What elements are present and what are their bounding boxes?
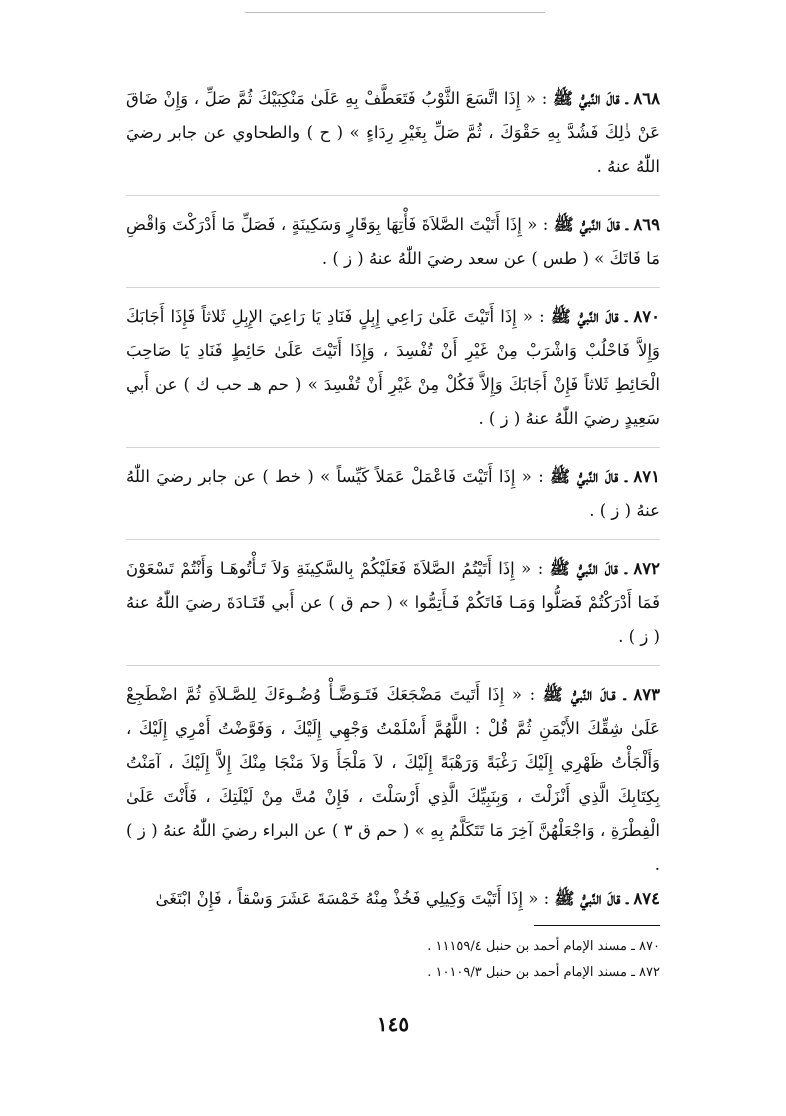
hadith-number: ٨٦٨ bbox=[633, 89, 661, 108]
dash-separator: ـ bbox=[619, 89, 628, 108]
hadith-text: : « إِذَا أَتَيْتَ الصَّلاَةَ فَأْتِهَا بِوَقَارٍ وَسَكِينَةٍ ، فَصَلِّ مَا أَدْرَكْتَ وَاقْضِ مَا فَاتَكَ » ( طس ) عن سعد رضيَ اللّٰهُ عنهُ ( ز ) . bbox=[126, 215, 660, 268]
dash-separator: ـ bbox=[617, 559, 627, 578]
footnote-872: ٨٧٢ ـ مسند الإمام أحمد بن حنبل ١٠١٠٩/٣ . bbox=[427, 965, 660, 980]
hadith-text: : « إِذَا أَتَيْتَ وَكِيلِي فَخُذْ مِنْهُ خَمْسَةَ عَشَرَ وَسْقاً ، فَإِنْ ابْتَغَىٰ bbox=[155, 889, 550, 908]
hadith-sayer: قـالَ النَّبيُّ ﷺ bbox=[542, 685, 616, 704]
hadith-874 bbox=[126, 882, 660, 916]
hadith-sayer: قالَ النَّبيُّ ﷺ bbox=[550, 467, 619, 486]
footnote-870: ٨٧٠ ـ مسند الإمام أحمد بن حنبل ١١١٥٩/٤ . bbox=[427, 939, 660, 954]
hadith-sayer: قالَ النَّبيُّ ﷺ bbox=[554, 889, 621, 908]
hadith-869 bbox=[126, 208, 660, 276]
dash-separator: ـ bbox=[618, 467, 628, 486]
dash-separator: ـ bbox=[619, 215, 628, 234]
hadith-number: ٨٧١ bbox=[633, 467, 660, 486]
hadith-870 bbox=[126, 300, 660, 436]
hadith-number: ٨٧٢ bbox=[633, 559, 661, 578]
hadith-sayer: قالَ النَّبيُّ ﷺ bbox=[552, 89, 620, 108]
hadith-number: ٨٧٠ bbox=[633, 307, 660, 326]
hadith-number: ٨٦٩ bbox=[633, 215, 661, 234]
hadith-871 bbox=[126, 460, 660, 528]
hadith-sayer: قالَ النَّبيُّ ﷺ bbox=[549, 559, 618, 578]
hadith-text: : « إِذَا اتَّسَعَ الثَّوْبُ فَتَعَطَّفْ بِهِ عَلَىٰ مَنْكِبَيْكَ ثُمَّ صَلِّ ، وَإِنْ ضَاقَ عَنْ ذٰلِكَ فَشُدَّ بِهِ حَقْوَكَ ، ثُمَّ صَلِّ بِغَيْرِ رِدَاءٍ » ( ح ) والطحاوي عن جابر رضيَ اللّٰهُ عنهُ . bbox=[126, 89, 660, 176]
top-rule bbox=[245, 12, 545, 13]
hadith-sayer: قالَ النَّبيُّ ﷺ bbox=[550, 307, 619, 326]
main-text bbox=[126, 82, 660, 916]
hadith-text: : « إِذَا أَتَيْتُمُ الصَّلاَةَ فَعَلَيْكُمْ بِالسَّكِينَةِ وَلاَ تَـأْتُوهَـا وَأَنْتُمْ تَسْعَوْنَ فَمَا أَدْرَكْتُمْ فَصَلُّوا وَمَـا فَاتَكُمْ فَـأَتِمُّوا » ( حم ق ) عن أَبي قَتَـادَةَ رضيَ اللّٰهُ عنهُ ( ز ) . bbox=[126, 559, 660, 646]
hadith-sayer: قالَ النَّبيُّ ﷺ bbox=[553, 215, 620, 234]
hadith-text: : « إِذَا أَتَيْتَ فَاعْمَلْ عَمَلاً كَيِّساً » ( خط ) عن جابر رضيَ اللّٰهُ عنهُ ( ز ) . bbox=[126, 467, 660, 520]
hadith-873 bbox=[126, 678, 660, 882]
divider bbox=[126, 287, 660, 288]
hadith-872 bbox=[126, 552, 660, 654]
divider bbox=[126, 539, 660, 540]
hadith-number: ٨٧٣ bbox=[633, 685, 660, 704]
hadith-text: : « إِذَا أَتَيْتَ عَلَىٰ رَاعِي إِبِلٍ فَنَادِ يَا رَاعِيَ الإِبِلِ ثَلاثاً فَإِذَا أَجَابَكَ وَإِلاَّ فَاحْلُبْ وَاشْرَبْ مِنْ غَيْرِ أَنْ تُفْسِدَ ، وَإِذَا أَتَيْتَ عَلَىٰ حَائِطٍ فَنَادِ يَا صَاحِبَ الْحَائِطِ ثَلاثاً فَإِنْ أَجَابَكَ وَإِلاَّ فَكُلْ مِنْ غَيْرِ أَنْ تُفْسِدَ » ( حم هـ حب ك ) عن أَبي سَعِيدٍ رضيَ اللّٰهُ عنهُ ( ز ) . bbox=[126, 307, 660, 428]
page-number: ١٤٥ bbox=[376, 1012, 410, 1036]
dash-separator: ـ bbox=[615, 685, 626, 704]
dash-separator: ـ bbox=[620, 889, 629, 908]
footnotes bbox=[380, 934, 660, 986]
hadith-868 bbox=[126, 82, 660, 184]
hadith-text: : « إِذَا أَتَيتَ مَضْجَعَكَ فَتَـوَضَّـأْ وُضُـوءَكَ لِلصَّـلاَةِ ثُمَّ اضْطَجِعْ عَلَىٰ شِقِّكَ الأَيْمَنِ ثُمَّ قُلْ : اللَّهُمَّ أَسْلَمْتُ وَجْهِي إِلَيْكَ ، وَفَوَّضْتُ أَمْرِي إِلَيْكَ ، وَأَلْجَأْتُ ظَهْرِي إِلَيْكَ رَغْبَةً وَرَهْبَةً إِلَيْكَ ، لاَ مَلْجَأَ وَلاَ مَنْجَا مِنْكَ إِلاَّ إِلَيْكَ ، آمَنْتُ بِكِتَابِكَ الَّذِي أَنْزَلْتَ ، وَبِنَبِيِّكَ الَّذِي أَرْسَلْتَ ، فَإِنْ مُتَّ مِنْ لَيْلَتِكَ ، فَأَنْتَ عَلَىٰ الْفِطْرَةِ ، وَاجْعَلْهُنَّ آخِرَ مَا تَتَكَلَّمُ بِهِ » ( حم ق ٣ ) عن البراء رضيَ اللّٰهُ عنهُ ( ز ) . bbox=[126, 685, 660, 874]
footnote-rule bbox=[534, 925, 660, 926]
hadith-number: ٨٧٤ bbox=[633, 889, 660, 908]
divider bbox=[126, 665, 660, 666]
divider bbox=[126, 447, 660, 448]
dash-separator: ـ bbox=[618, 307, 628, 326]
divider bbox=[126, 195, 660, 196]
